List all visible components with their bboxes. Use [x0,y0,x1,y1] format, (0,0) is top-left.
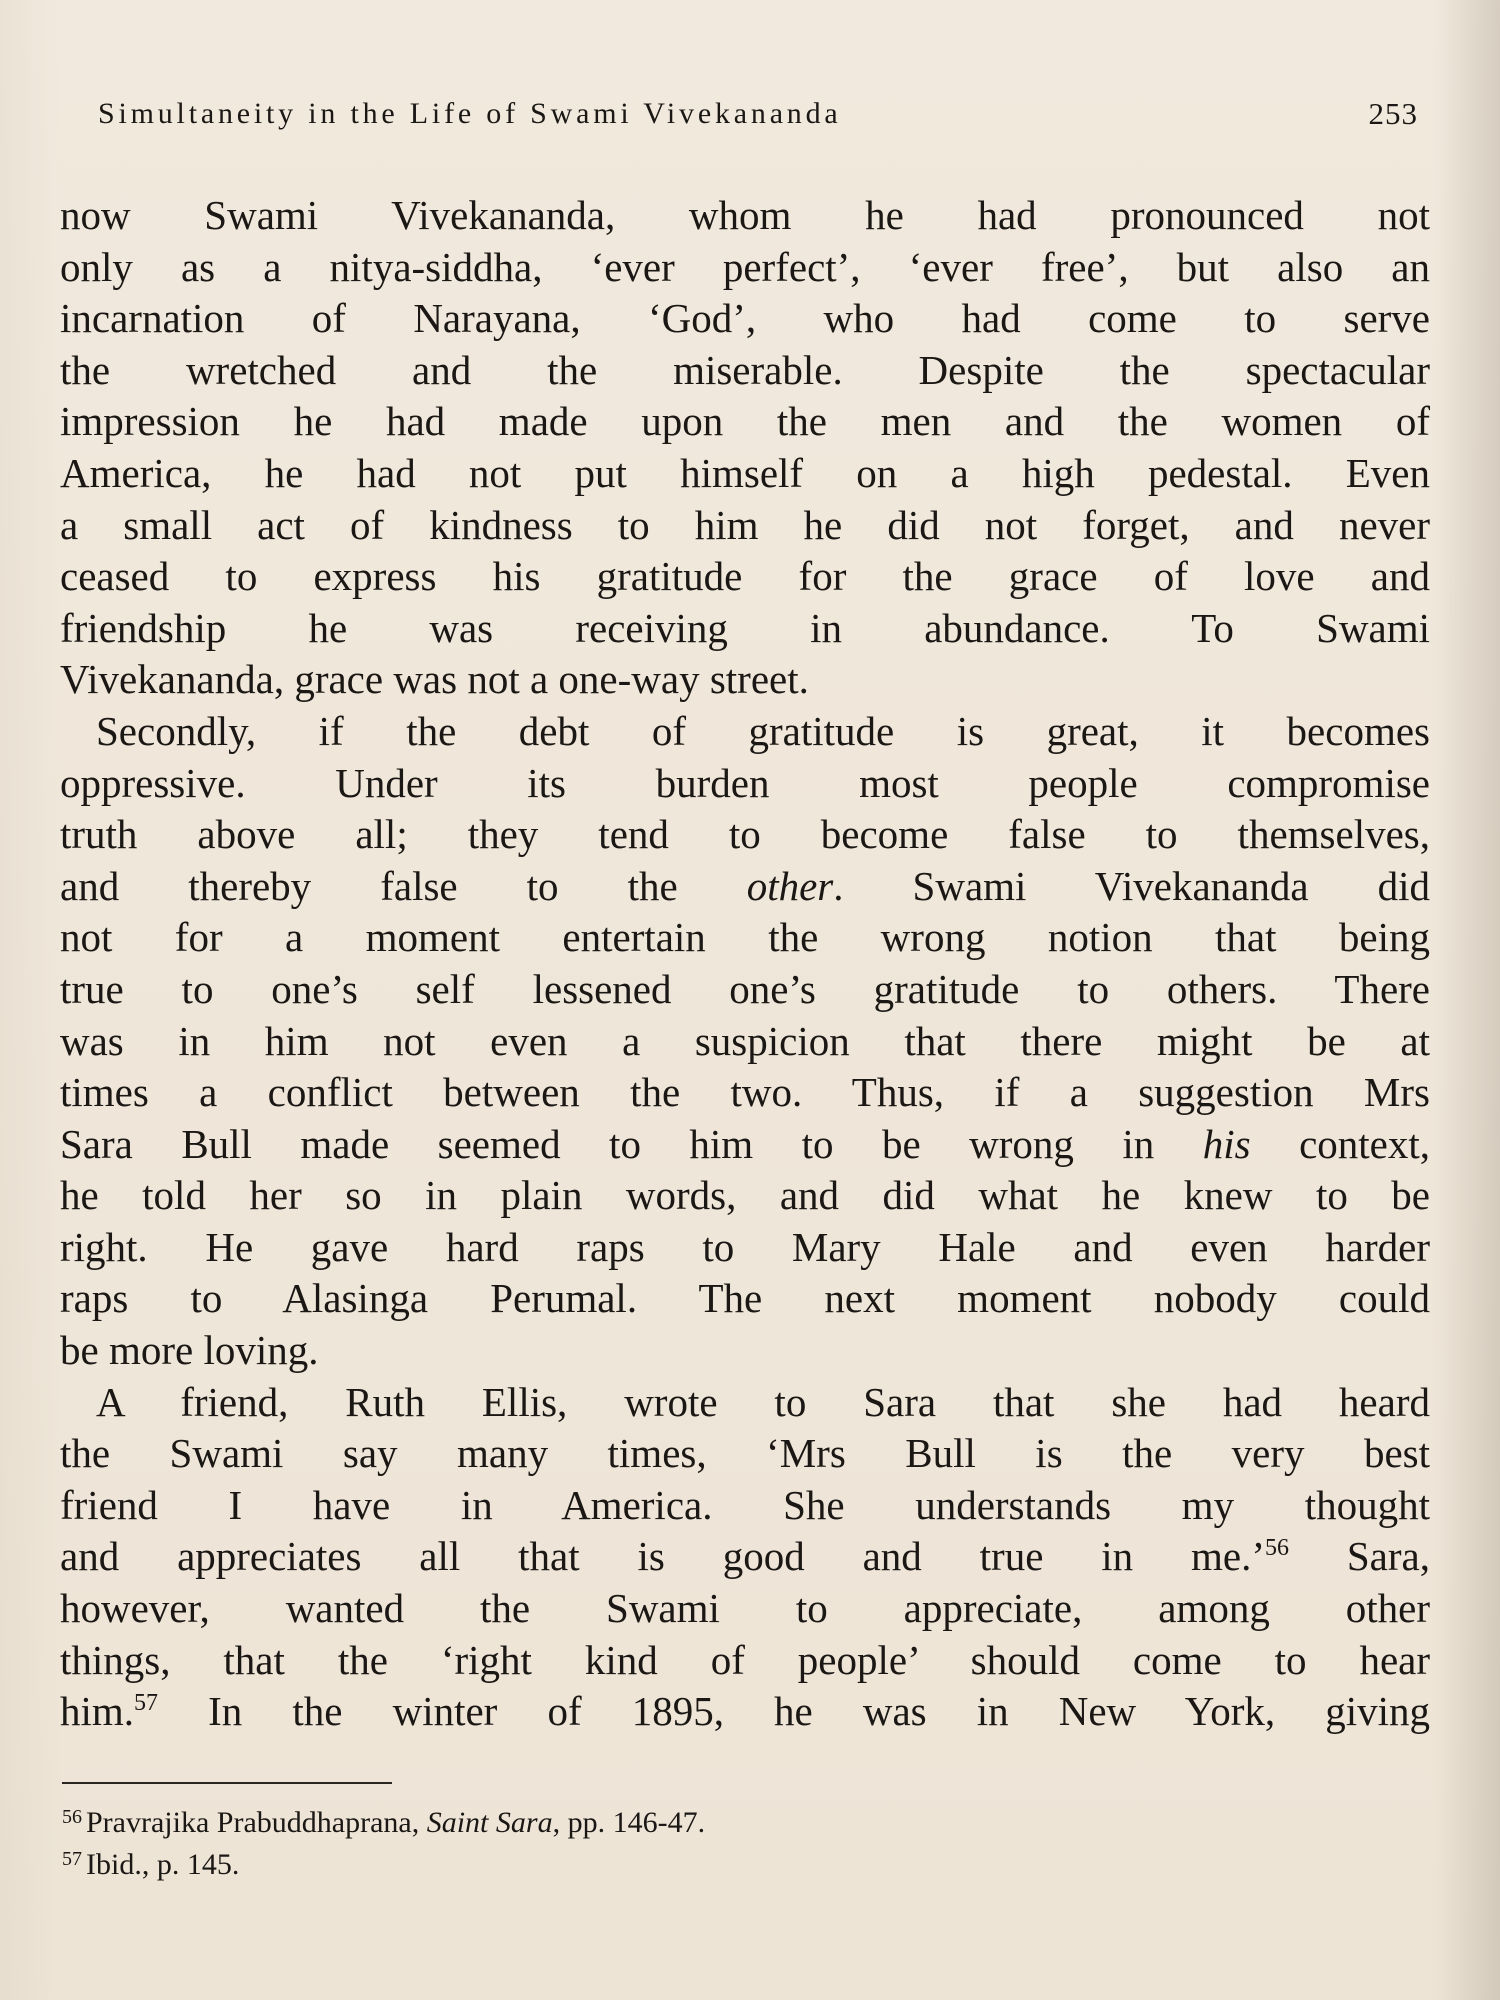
footnotes [62,1802,1062,1886]
text-line: true to one’s self lessened one’s gratitude to others. There [60,965,1430,1012]
body-text [60,190,1430,1738]
text-line: Secondly, if the debt of gratitude is great, it becomes [96,707,1430,754]
text-line: incarnation of Narayana, ‘God’, who had come to serve [60,295,1430,342]
text-line: and thereby false to the other. Swami Vivekananda did [60,862,1431,909]
text-line: was in him not even a suspicion that there might be at [60,1017,1430,1064]
text-line: now Swami Vivekananda, whom he had pronounced not [60,192,1430,238]
text-line: he told her so in plain words, and did what he knew to be [60,1172,1430,1219]
text-line: right. He gave hard raps to Mary Hale and even harder [60,1223,1430,1270]
text-line: times a conflict between the two. Thus, if a suggestion Mrs [60,1069,1430,1116]
text-line: ceased to express his gratitude for the grace of love and [60,553,1430,600]
footnote-divider [62,1782,392,1784]
footnote-number: 57 [62,1848,82,1870]
text-line: the wretched and the miserable. Despite the spectacular [60,346,1430,393]
footnote-number: 56 [62,1806,82,1828]
footnote-56: $^{56}$ Pravrajika Prabuddhaprana, Saint Sara, pp. 146-47. [62,1806,706,1839]
text-line: a small act of kindness to him he did not forget, and never [60,501,1430,548]
text-line: oppressive. Under its burden most people compromise [60,759,1430,806]
text-line: Vivekananda, grace was not a one-way street. [60,656,809,703]
italic-word: his [1202,1120,1251,1167]
running-head [98,94,1418,134]
page-number: 253 [1368,96,1418,131]
text-line: however, wanted the Swami to appreciate, among other [60,1585,1430,1632]
text-line: raps to Alasinga Perumal. The next moment nobody could [60,1275,1430,1322]
italic-word: other [746,862,834,909]
page-edge-shadow [1430,0,1500,2000]
footnote-ref-57[interactable]: 57 [134,1690,159,1717]
text-line: impression he had made upon the men and the women of [60,398,1430,445]
text-line: Sara Bull made seemed to him to be wrong in his context, [60,1120,1430,1167]
text-line: friendship he was receiving in abundance. To Swami [60,604,1430,651]
text-line: be more loving. [60,1327,319,1374]
text-line: not for a moment entertain the wrong notion that being [60,914,1430,961]
text-line: only as a nitya-siddha, ‘ever perfect’, ‘ever free’, but also an [60,243,1430,290]
text-line: things, that the ‘right kind of people’ should come to hear [60,1636,1430,1683]
text-line: America, he had not put himself on a high pedestal. Even [60,449,1430,496]
text-line: friend I have in America. She understands my thought [60,1481,1430,1528]
running-head-title: Simultaneity in the Life of Swami Vivekananda [98,97,842,130]
footnote-ref-56[interactable]: 56 [1265,1535,1290,1562]
text-line: A friend, Ruth Ellis, wrote to Sara that she had heard [96,1378,1430,1425]
footnote-57: $^{57}$ Ibid., p. 145. [62,1848,240,1881]
footnote-title: Saint Sara [426,1806,553,1839]
text-line: truth above all; they tend to become false to themselves, [60,811,1430,858]
text-line: the Swami say many times, ‘Mrs Bull is the very best [60,1430,1430,1477]
text-line: him.$^{57}$ In the winter of 1895, he was in New York, giving [60,1688,1430,1735]
text-line: and appreciates all that is good and true in me.’$^{56}$ Sara, [60,1533,1430,1580]
